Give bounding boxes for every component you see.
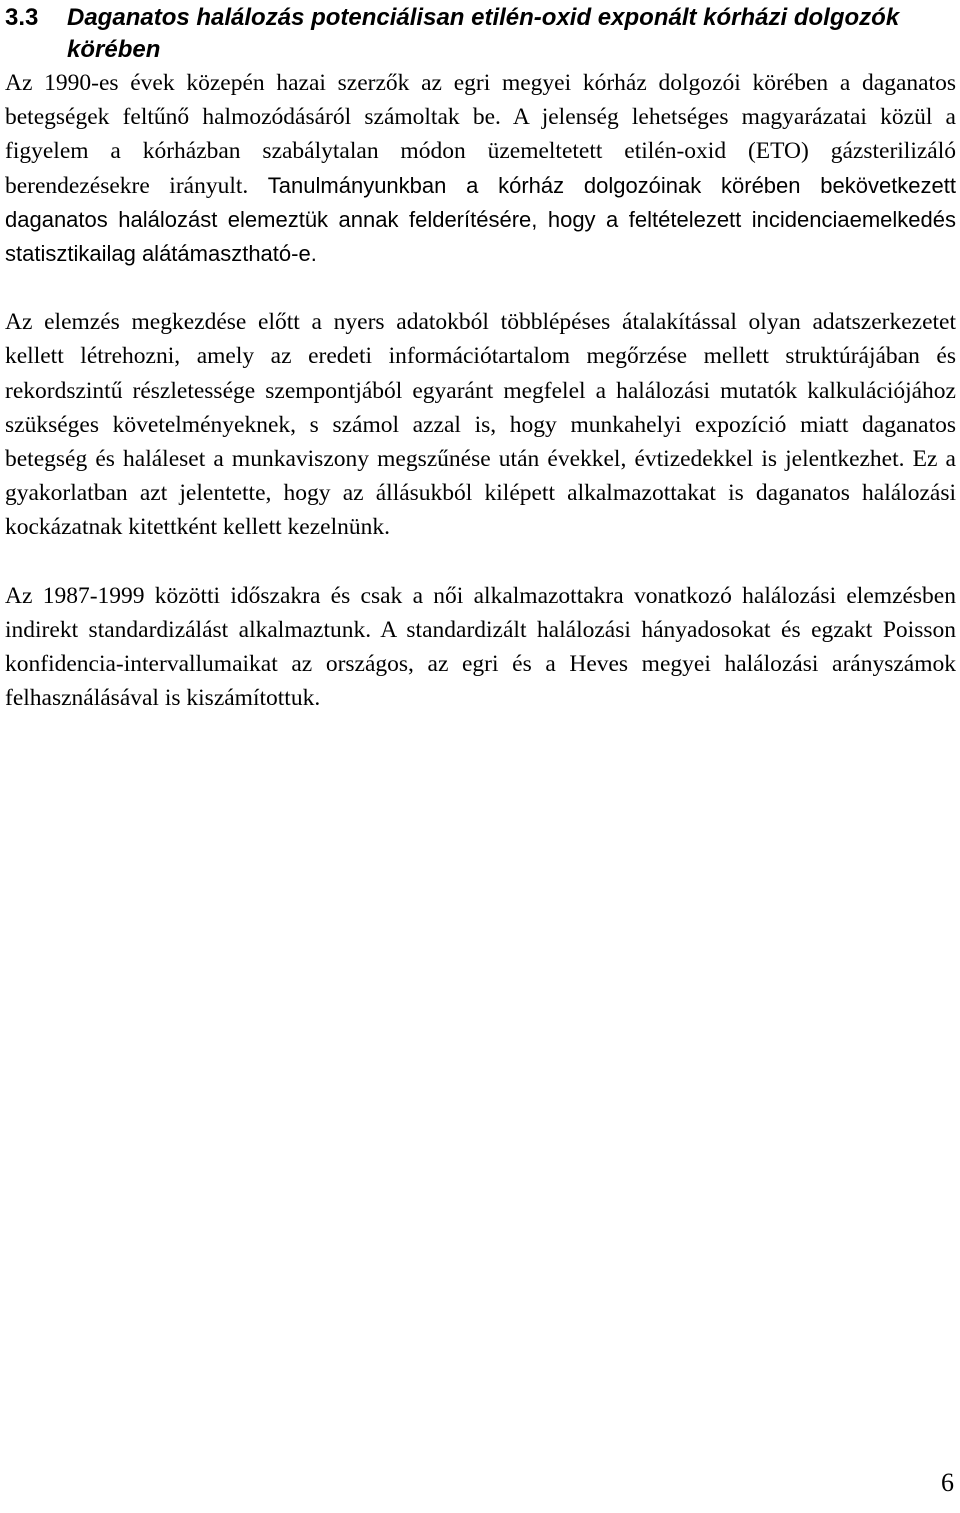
paragraph-data-preparation: Az elemzés megkezdése előtt a nyers adatokból többlépéses átalakítással olyan adatszerkezetet kellett létrehozni, amely az eredeti információtartalom megőrzése mellett struktúrájában és rekordszintű részletessége szempontjából egyaránt megfelel a halálozási mutatók kalkulációjához szükséges követelményeknek, s számol azzal is, hogy munkahelyi expozíció miatt daganatos betegség és haláleset a munkaviszony megszűnése után évekkel, évtizedekkel is jelentkezhet. Ez a gyakorlatban azt jelentette, hogy az állásukból kilépett alkalmazottakat is daganatos halálozási kockázatnak kitettként kellett kezelnünk. [5, 309, 956, 541]
document-page [5, 0, 956, 715]
section-title: Daganatos halálozás potenciálisan etilén-oxid exponált kórházi dolgozók körében [67, 4, 900, 63]
section-heading [5, 2, 956, 66]
section-number: 3.3 [5, 4, 39, 31]
page-number: 6 [941, 1468, 954, 1497]
paragraph-intro [5, 66, 956, 271]
paragraph-intro-sans-text: Tanulmányunkban a kórház dolgozóinak körében bekövetkezett daganatos halálozást elemeztük annak felderítésére, hogy a feltételezett incidenciaemelkedés statisztikailag alátámasztható-e. [5, 172, 957, 267]
paragraph-intro-serif-text: Az 1990-es évek közepén hazai szerzők az egri megyei kórház dolgozói körében a daganatos betegségek feltűnő halmozódásáról számoltak be. A jelenség lehetséges magyarázatai közül a figyelem a kórházban szabálytalan módon üzemeltetett etilén-oxid (ETO) gázsterilizáló berendezésekre irányult. [5, 70, 956, 199]
paragraph-method: Az 1987-1999 közötti időszakra és csak a női alkalmazottakra vonatkozó halálozási elemzésben indirekt standardizálást alkalmaztunk. A standardizált halálozási hányadosokat és egzakt Poisson konfidencia-intervallumaikat az országos, az egri és a Heves megyei halálozási arányszámok felhasználásával is kiszámítottuk. [5, 582, 956, 712]
